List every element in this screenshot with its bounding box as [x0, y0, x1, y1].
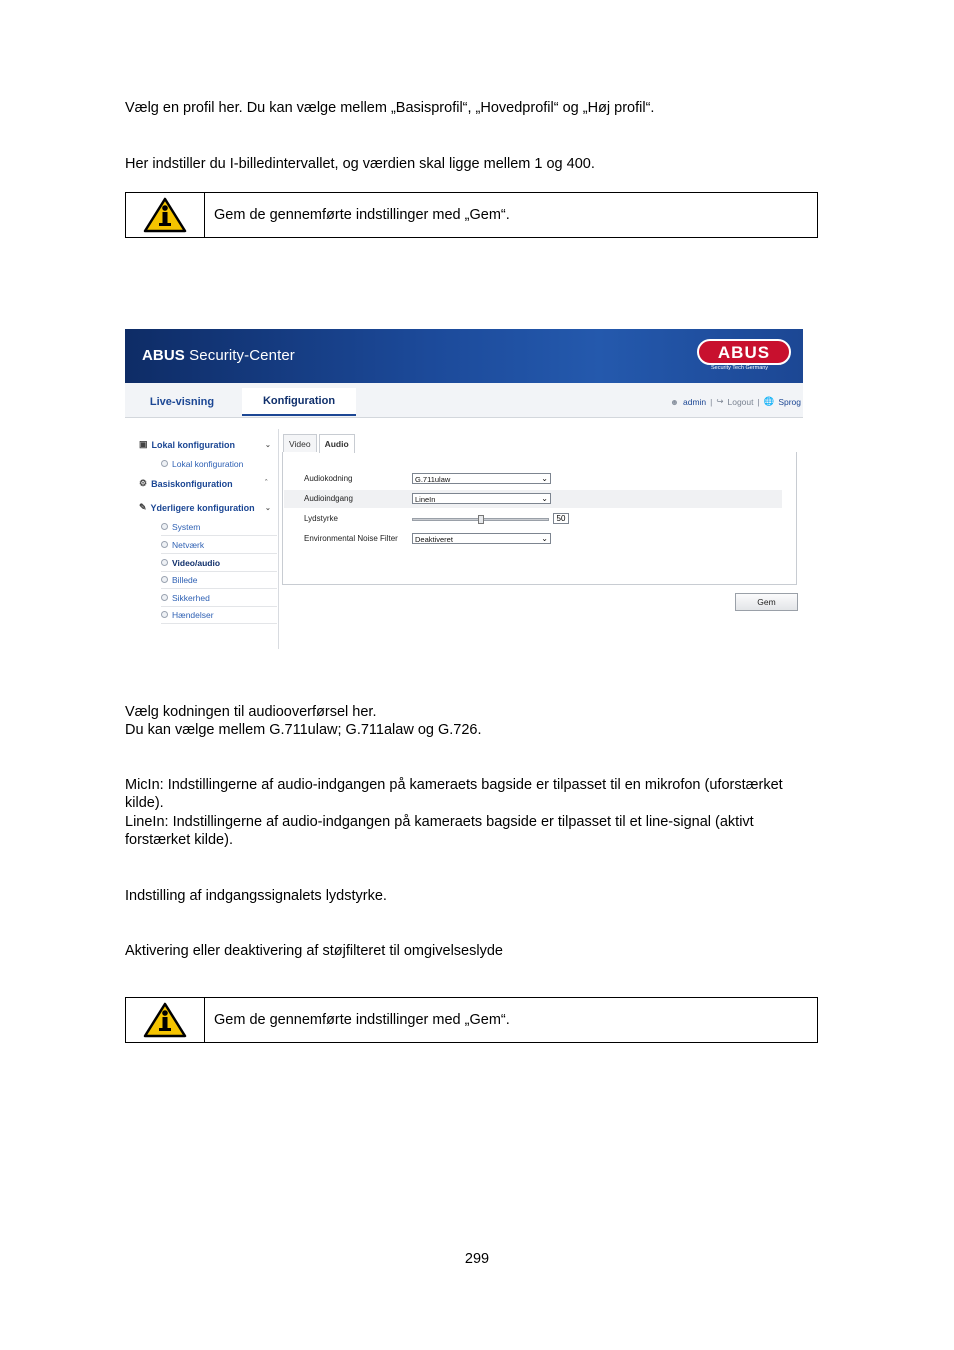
sidebar-item-events[interactable]: Hændelser [161, 606, 277, 624]
logout-icon: ↪ [716, 396, 724, 406]
user-name[interactable]: admin [683, 396, 707, 407]
chevron-down-icon: ⌄ [265, 441, 271, 449]
language-link[interactable]: Sprog [778, 396, 801, 407]
audio-settings-panel [282, 452, 797, 585]
bullet-icon [161, 541, 168, 548]
sidebar-advanced-config[interactable]: ✎ Yderligere konfiguration ⌄ [139, 502, 271, 513]
sub-tabs [283, 434, 357, 452]
note-text: Gem de gennemførte indstillinger med „Gem“. [214, 1012, 510, 1028]
linein-paragraph-line1: LineIn: Indstillingerne af audio-indgangen på kameraets bagside er tilpasset til et line-signal (aktivt [125, 814, 754, 830]
sidebar-item-image[interactable]: Billede [161, 571, 277, 589]
noise-paragraph: Aktivering eller deaktivering af støjfilteret til omgivelseslyde [125, 943, 503, 959]
profile-paragraph: Vælg en profil her. Du kan vælge mellem „Basisprofil“, „Hovedprofil“ og „Høj profil“. [125, 100, 655, 116]
app-header [125, 329, 803, 383]
note-text: Gem de gennemførte indstillinger med „Gem“. [214, 207, 510, 223]
sidebar-item-video-audio[interactable]: Video/audio [161, 554, 277, 572]
bullet-icon [161, 576, 168, 583]
encoding-paragraph-line2: Du kan vælge mellem G.711ulaw; G.711alaw og G.726. [125, 722, 482, 738]
audio-encoding-label: Audiokodning [304, 474, 353, 483]
abus-logo [697, 339, 791, 365]
chevron-down-icon: ⌄ [541, 534, 548, 543]
sidebar-item-security[interactable]: Sikkerhed [161, 589, 277, 607]
logout-link[interactable]: Logout [727, 396, 754, 407]
main-nav [125, 383, 803, 418]
row-audio-encoding [284, 470, 782, 488]
page-number: 299 [464, 1251, 490, 1267]
audio-input-label: Audioindgang [304, 494, 353, 503]
bullet-icon [161, 594, 168, 601]
sidebar-basic-config[interactable]: ⚙ Basiskonfiguration ˆ [139, 478, 268, 489]
sidebar-local-config[interactable]: ▣ Lokal konfiguration ⌄ [139, 439, 271, 450]
audio-input-select[interactable]: LineIn ⌄ [412, 493, 551, 504]
iframe-paragraph: Her indstiller du I-billedintervallet, og værdien skal ligge mellem 1 og 400. [125, 156, 595, 172]
info-warning-icon [126, 193, 205, 237]
user-bar: ☻ admin | ↪ Logout | 🌐 Sprog [670, 396, 801, 407]
chevron-down-icon: ⌄ [541, 474, 548, 483]
linein-paragraph-line2: forstærket kilde). [125, 832, 233, 848]
tab-live-view[interactable]: Live-visning [149, 396, 215, 408]
note-box [125, 997, 818, 1043]
volume-paragraph: Indstilling af indgangssignalets lydstyrke. [125, 888, 387, 904]
logo-subtitle: Security Tech Germany [711, 365, 769, 371]
volume-value[interactable]: 50 [553, 513, 569, 524]
user-icon: ☻ [670, 396, 679, 407]
wrench-icon: ✎ [139, 502, 147, 512]
micin-paragraph-line1: MicIn: Indstillingerne af audio-indgangen på kameraets bagside er tilpasset til en mikrofon (uforstærket [125, 777, 783, 793]
encoding-paragraph-line1: Vælg kodningen til audiooverførsel her. [125, 704, 377, 720]
volume-slider[interactable] [412, 518, 549, 521]
gear-icon: ⚙ [139, 478, 148, 488]
row-noise-filter [284, 530, 782, 548]
chevron-down-icon: ⌄ [541, 494, 548, 503]
bullet-icon [161, 523, 168, 530]
subtab-audio[interactable]: Audio [319, 434, 355, 453]
audio-encoding-select[interactable]: G.711ulaw ⌄ [412, 473, 551, 484]
bullet-icon [161, 559, 168, 566]
chevron-up-icon: ˆ [265, 480, 268, 487]
globe-icon: 🌐 [763, 396, 775, 406]
sidebar-item-network[interactable]: Netværk [161, 536, 277, 554]
app-title: ABUS Security-Center [142, 347, 295, 364]
sidebar-item-local-config[interactable]: Lokal konfiguration [161, 455, 277, 472]
noise-filter-select[interactable]: Deaktiveret ⌄ [412, 533, 551, 544]
subtab-video[interactable]: Video [283, 434, 317, 452]
chevron-down-icon: ⌄ [265, 504, 271, 512]
volume-slider-thumb[interactable] [478, 515, 484, 524]
save-button[interactable]: Gem [735, 593, 798, 611]
tab-configuration[interactable]: Konfiguration [242, 388, 356, 416]
info-warning-icon [126, 998, 205, 1042]
noise-filter-label: Environmental Noise Filter [304, 534, 398, 543]
micin-paragraph-line2: kilde). [125, 795, 164, 811]
sidebar [135, 429, 279, 649]
row-volume [284, 510, 782, 528]
volume-label: Lydstyrke [304, 514, 338, 523]
note-box [125, 192, 818, 238]
monitor-icon: ▣ [139, 439, 148, 449]
svg-text:ABUS: ABUS [717, 343, 771, 362]
camera-ui-screenshot [125, 329, 803, 649]
bullet-icon [161, 460, 168, 467]
bullet-icon [161, 611, 168, 618]
row-audio-input [284, 490, 782, 508]
sidebar-item-system[interactable]: System [161, 518, 277, 536]
